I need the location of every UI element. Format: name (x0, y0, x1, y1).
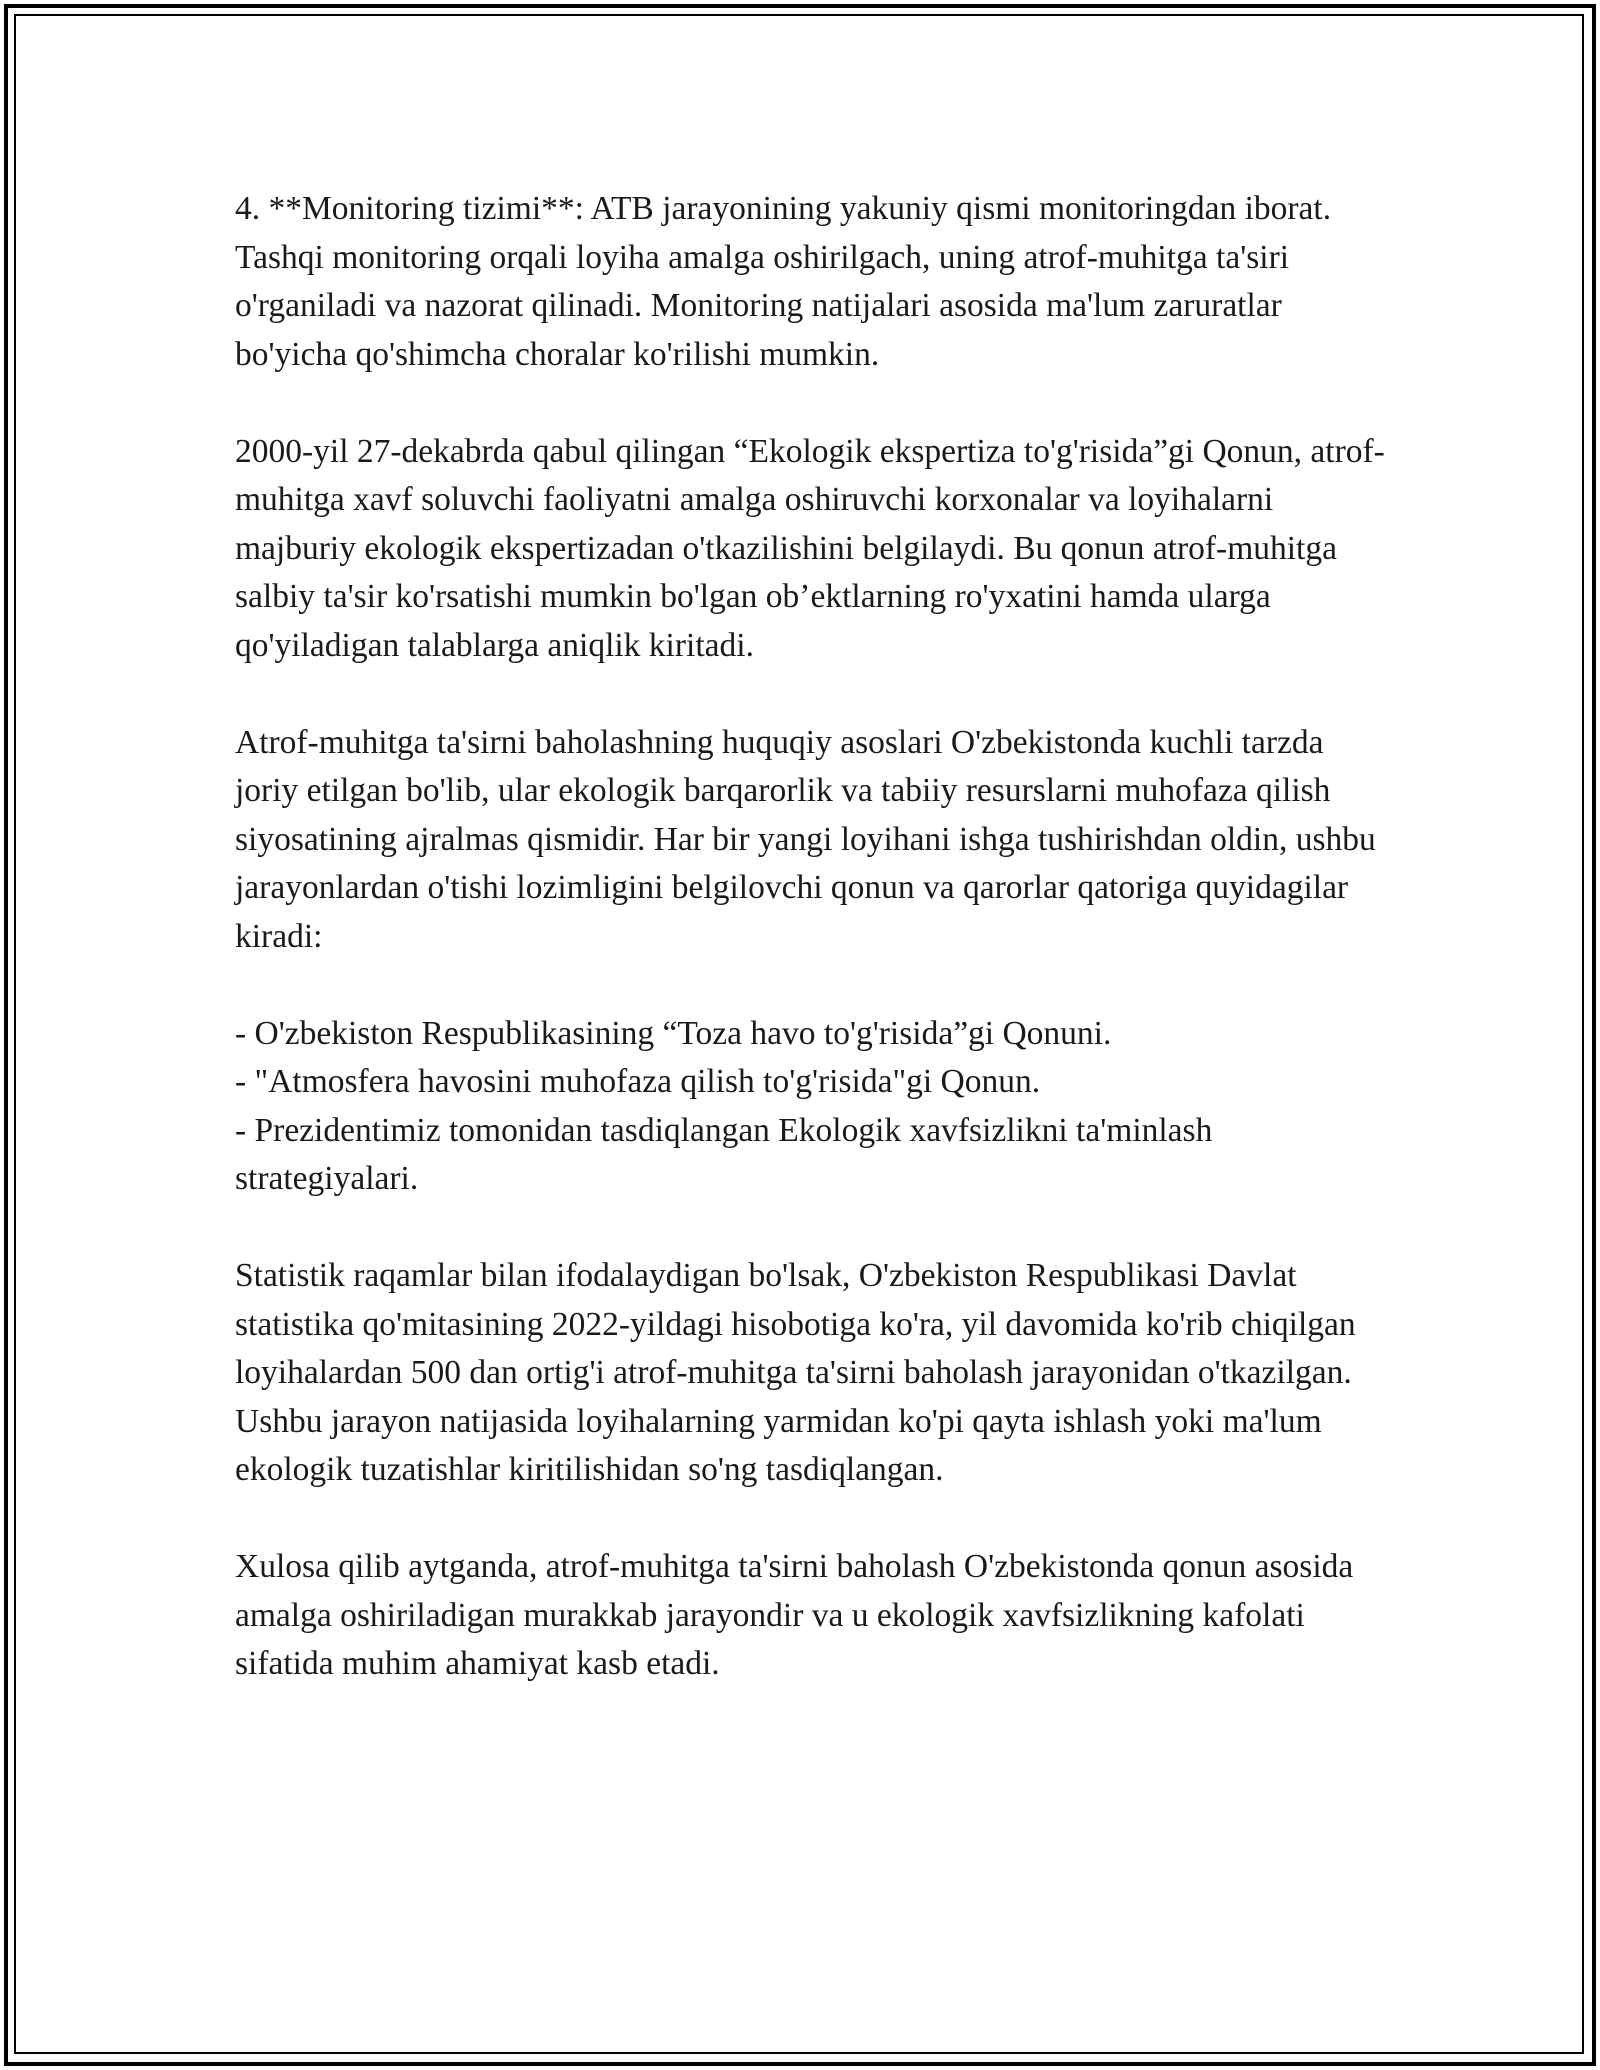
list-item: - Prezidentimiz tomonidan tasdiqlangan Ekologik xavfsizlikni ta'minlash strategiyalari. (235, 1111, 1213, 1197)
list-item: - "Atmosfera havosini muhofaza qilish to'g'risida"gi Qonun. (235, 1063, 1041, 1100)
paragraph-statistika: Statistik raqamlar bilan ifodalaydigan bo'lsak, O'zbekiston Respublikasi Davlat statistika qo'mitasining 2022-yildagi hisobotiga ko'ra, yil davomida ko'rib chiqilgan loyihalardan 500 dan ortig'i atrof-muhitga ta'sirni baholash jarayonidan o'tkazilgan. Ushbu jarayon natijasida loyihalarning yarmidan ko'pi qayta ishlash yoki ma'lum ekologik tuzatishlar kiritilishidan so'ng tasdiqlangan. (235, 1257, 1356, 1488)
paragraph-huquqiy-asoslar: Atrof-muhitga ta'sirni baholashning huquqiy asoslari O'zbekistonda kuchli tarzda joriy etilgan bo'lib, ular ekologik barqarorlik va tabiiy resurslarni muhofaza qilish siyosatining ajralmas qismidir. Har bir yangi loyihani ishga tushirishdan oldin, ushbu jarayonlardan o'tishi lozimligini belgilovchi qonun va qarorlar qatoriga quyidagilar kiradi: (235, 723, 1376, 955)
paragraph-xulosa: Xulosa qilib aytganda, atrof-muhitga ta'sirni baholash O'zbekistonda qonun asosida amalga oshiriladigan murakkab jarayondir va u ekologik xavfsizlikning kafolati sifatida muhim ahamiyat kasb etadi. (235, 1548, 1354, 1682)
document-body (235, 185, 1385, 1737)
paragraph-ekologik-ekspertiza: 2000-yil 27-dekabrda qabul qilingan “Ekologik ekspertiza to'g'risida”gi Qonun, atrof-muhitga xavf soluvchi faoliyatni amalga oshiruvchi korxonalar va loyihalarni majburiy ekologik ekspertizadan o'tkazilishini belgilaydi. Bu qonun atrof-muhitga salbiy ta'sir ko'rsatishi mumkin bo'lgan ob’ektlarning ro'yxatini hamda ularga qo'yiladigan talablarga aniqlik kiritadi. (235, 432, 1385, 664)
list-item: - O'zbekiston Respublikasining “Toza havo to'g'risida”gi Qonuni. (235, 1014, 1112, 1052)
paragraph-monitoring: 4. **Monitoring tizimi**: ATB jarayonining yakuniy qismi monitoringdan iborat. Tashqi monitoring orqali loyiha amalga oshirilgach, uning atrof-muhitga ta'siri o'rganiladi va nazorat qilinadi. Monitoring natijalari asosida ma'lum zaruratlar bo'yicha qo'shimcha choralar ko'rilishi mumkin. (235, 190, 1332, 373)
law-list (235, 1010, 1385, 1204)
